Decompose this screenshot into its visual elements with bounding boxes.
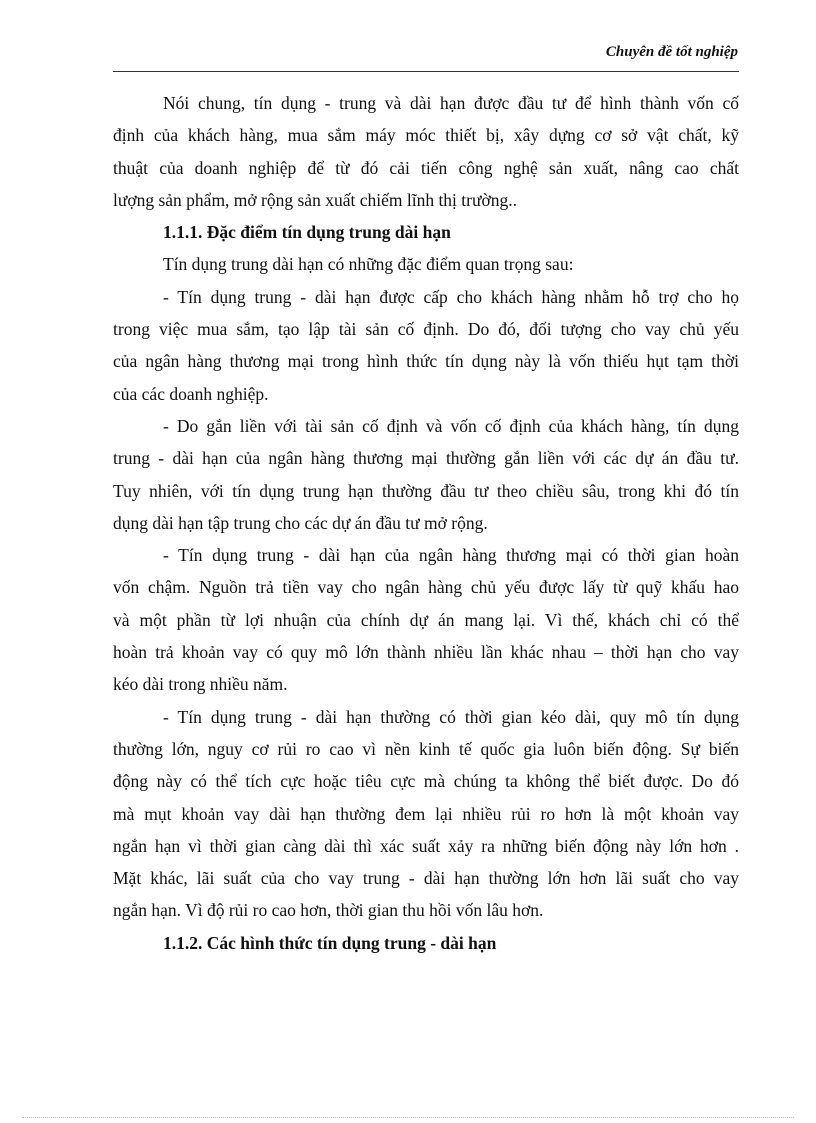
paragraph-line: lượng sản phẩm, mở rộng sản xuất chiếm lĩnh thị trường.. bbox=[113, 189, 517, 210]
document-body bbox=[113, 87, 739, 959]
paragraph-line: dụng dài hạn tập trung cho các dự án đầu tư mở rộng. bbox=[113, 512, 488, 533]
paragraph-line: ngắn hạn vì thời gian càng dài thì xác suất xảy ra những biến động này lớn hơn . bbox=[113, 835, 739, 856]
paragraph-line: Nói chung, tín dụng - trung và dài hạn được đầu tư để hình thành vốn cố bbox=[163, 93, 739, 113]
section-heading: 1.1.1. Đặc điểm tín dụng trung dài hạn bbox=[163, 222, 451, 243]
paragraph-line: kéo dài trong nhiều năm. bbox=[113, 674, 288, 695]
paragraph bbox=[113, 410, 739, 539]
paragraph-line: trong việc mua sắm, tạo lập tài sản cố định. Do đó, đối tượng cho vay chủ yếu bbox=[113, 319, 739, 340]
paragraph-line: - Tín dụng trung - dài hạn của ngân hàng thương mại có thời gian hoàn bbox=[163, 545, 739, 566]
paragraph-line: thuật của doanh nghiệp để từ đó cải tiến công nghệ sản xuất, nâng cao chất bbox=[113, 157, 739, 178]
paragraph-line: ngắn hạn. Vì độ rủi ro cao hơn, thời gian thu hồi vốn lâu hơn. bbox=[113, 900, 544, 921]
header-divider bbox=[113, 71, 739, 72]
page-bottom-border bbox=[22, 1117, 794, 1118]
paragraph-line: vốn chậm. Nguồn trả tiền vay cho ngân hàng chủ yếu được lấy từ quỹ khấu hao bbox=[113, 577, 739, 598]
paragraph-line: - Do gắn liền với tài sản cố định và vốn cố định của khách hàng, tín dụng bbox=[163, 415, 739, 436]
paragraph-line: trung - dài hạn của ngân hàng thương mại thường gắn liền với các dự án đầu tư. bbox=[113, 448, 739, 469]
paragraph-line: thường lớn, nguy cơ rủi ro cao vì nền kinh tế quốc gia luôn biến động. Sự biến bbox=[113, 738, 739, 759]
paragraph bbox=[113, 281, 739, 410]
paragraph-line: hoàn trả khoản vay có quy mô lớn thành nhiều lần khác nhau – thời hạn cho vay bbox=[113, 642, 739, 663]
section-heading: 1.1.2. Các hình thức tín dụng trung - dài hạn bbox=[163, 932, 497, 953]
paragraph-line: và một phần từ lợi nhuận của chính dự án mang lại. Vì thế, khách chỉ có thể bbox=[113, 609, 739, 630]
page-header-title: Chuyên đề tốt nghiệp bbox=[605, 44, 738, 60]
paragraph-line: định của khách hàng, mua sắm máy móc thiết bị, xây dựng cơ sở vật chất, kỹ bbox=[113, 125, 739, 146]
paragraph bbox=[113, 248, 739, 280]
paragraph bbox=[113, 87, 739, 216]
paragraph-line: động này có thể tích cực hoặc tiêu cực mà chúng ta không thể biết được. Do đó bbox=[113, 771, 739, 792]
paragraph-line: của ngân hàng thương mại trong hình thức tín dụng này là vốn thiếu hụt tạm thời bbox=[113, 351, 739, 372]
paragraph bbox=[113, 701, 739, 927]
paragraph-line: - Tín dụng trung - dài hạn thường có thời gian kéo dài, quy mô tín dụng bbox=[163, 706, 739, 727]
paragraph-line: - Tín dụng trung - dài hạn được cấp cho khách hàng nhằm hỗ trợ cho họ bbox=[163, 286, 739, 307]
paragraph bbox=[113, 539, 739, 700]
paragraph-line: Tín dụng trung dài hạn có những đặc điểm quan trọng sau: bbox=[163, 254, 574, 275]
paragraph-line: mà mụt khoản vay dài hạn thường đem lại nhiều rủi ro hơn là một khoản vay bbox=[113, 803, 739, 824]
paragraph-line: của các doanh nghiệp. bbox=[113, 383, 269, 404]
paragraph-line: Tuy nhiên, với tín dụng trung hạn thường đầu tư theo chiều sâu, trong khi đó tín bbox=[113, 480, 739, 501]
paragraph-line: Mặt khác, lãi suất của cho vay trung - dài hạn thường lớn hơn lãi suất cho vay bbox=[113, 868, 739, 889]
